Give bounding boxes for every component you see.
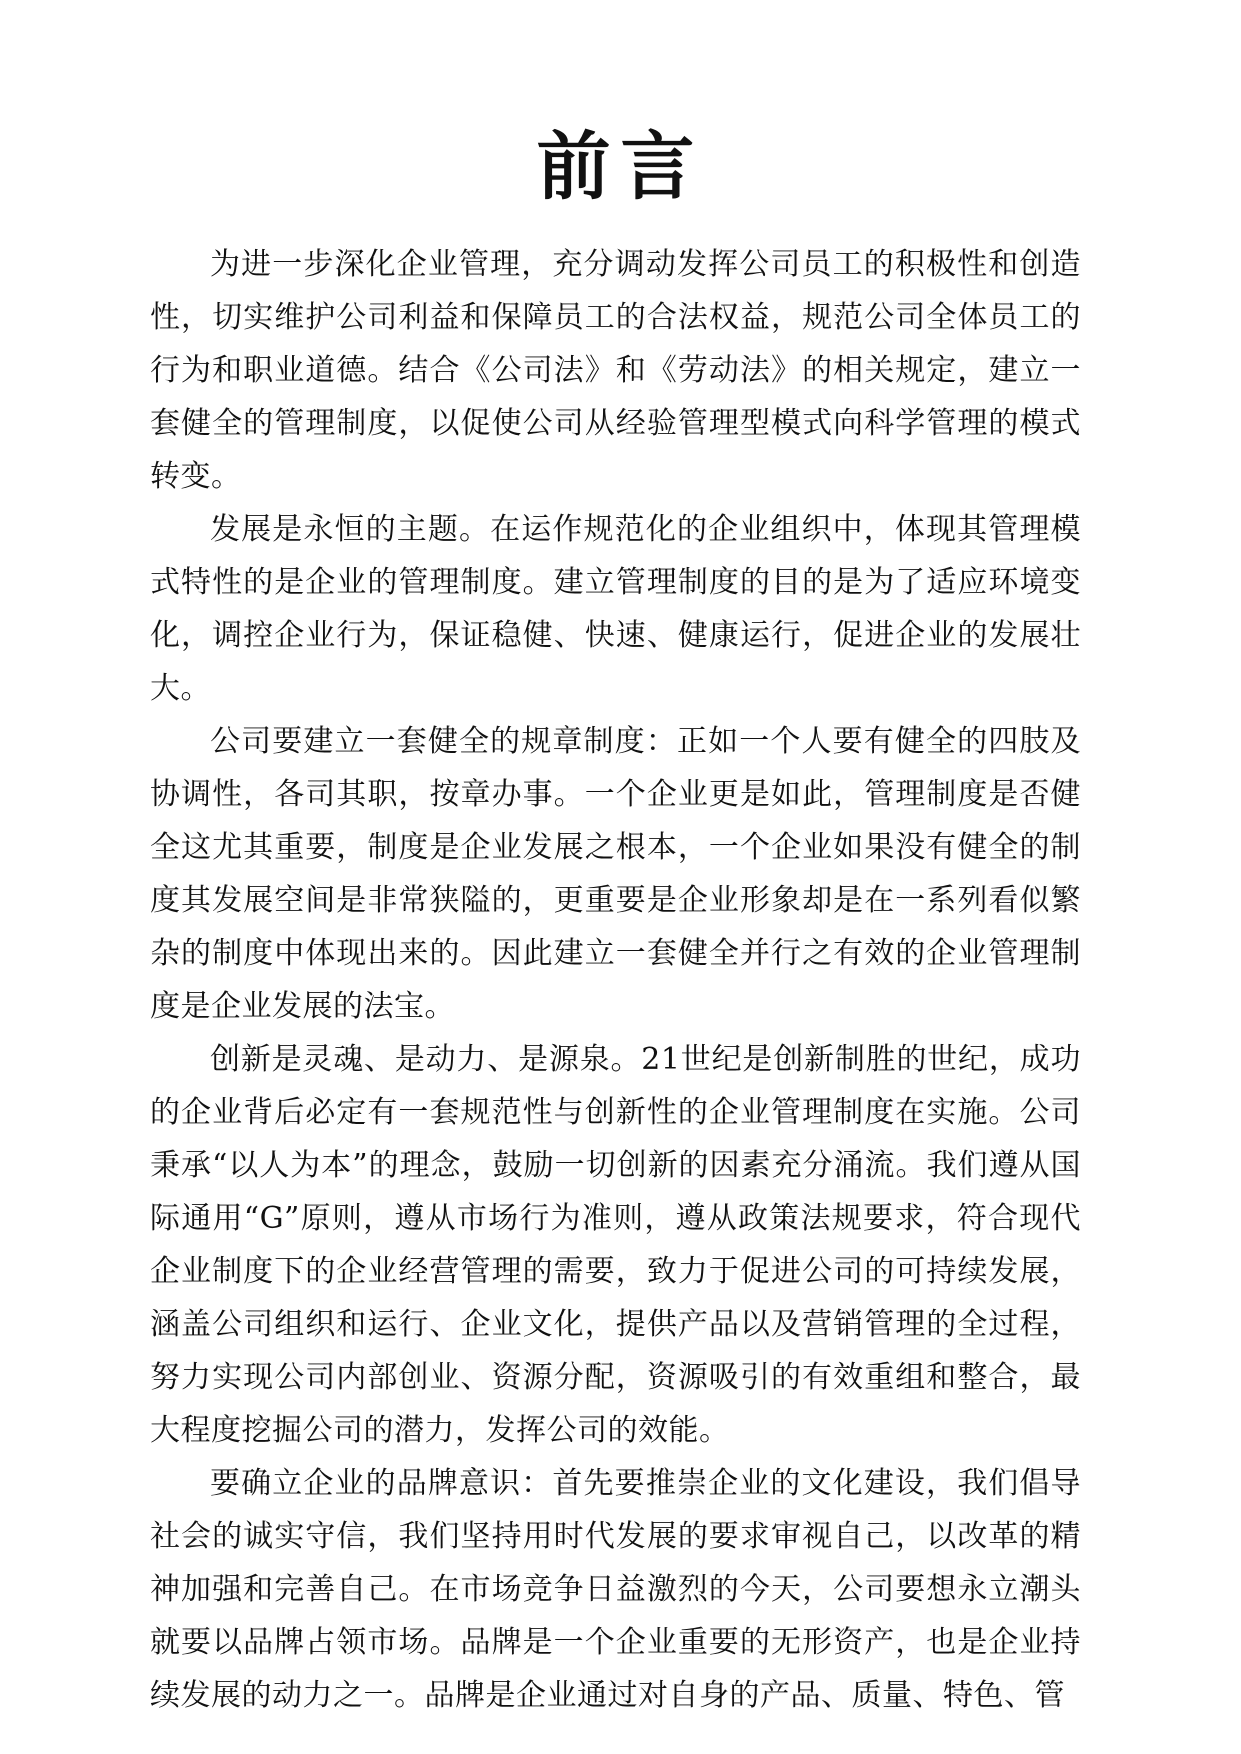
paragraph-4: 创新是灵魂、是动力、是源泉。21世纪是创新制胜的世纪，成功的企业背后必定有一套规范性与创新性的企业管理制度在实施。公司秉承“以人为本”的理念，鼓励一切创新的因素充分涌流。我们遵从国际通用“G”原则，遵从市场行为准则，遵从政策法规要求，符合现代企业制度下的企业经营管理的需要，致力于促进公司的可持续发展，涵盖公司组织和运行、企业文化，提供产品以及营销管理的全过程，努力实现公司内部创业、资源分配，资源吸引的有效重组和整合，最大程度挖掘公司的潜力，发挥公司的效能。 (150, 1042, 1081, 1448)
paragraph-3: 公司要建立一套健全的规章制度：正如一个人要有健全的四肢及协调性，各司其职，按章办事。一个企业更是如此，管理制度是否健全这尤其重要，制度是企业发展之根本，一个企业如果没有健全的制度其发展空间是非常狭隘的，更重要是企业形象却是在一系列看似繁杂的制度中体现出来的。因此建立一套健全并行之有效的企业管理制度是企业发展的法宝。 (150, 724, 1081, 1024)
page-title: 前言 (536, 124, 705, 210)
paragraph-1: 为进一步深化企业管理，充分调动发挥公司员工的积极性和创造性，切实维护公司利益和保障员工的合法权益，规范公司全体员工的行为和职业道德。结合《公司法》和《劳动法》的相关规定，建立一套健全的管理制度，以促使公司从经验管理型模式向科学管理的模式转变。 (150, 247, 1081, 494)
document-body (150, 238, 1081, 1722)
paragraph-2: 发展是永恒的主题。在运作规范化的企业组织中，体现其管理模式特性的是企业的管理制度。建立管理制度的目的是为了适应环境变化，调控企业行为，保证稳健、快速、健康运行，促进企业的发展壮大。 (150, 512, 1081, 706)
paragraph-5: 要确立企业的品牌意识：首先要推崇企业的文化建设，我们倡导社会的诚实守信，我们坚持用时代发展的要求审视自己，以改革的精神加强和完善自己。在市场竞争日益激烈的今天，公司要想永立潮头就要以品牌占领市场。品牌是一个企业重要的无形资产，也是企业持续发展的动力之一。品牌是企业通过对自身的产品、质量、特色、管 (150, 1466, 1081, 1713)
